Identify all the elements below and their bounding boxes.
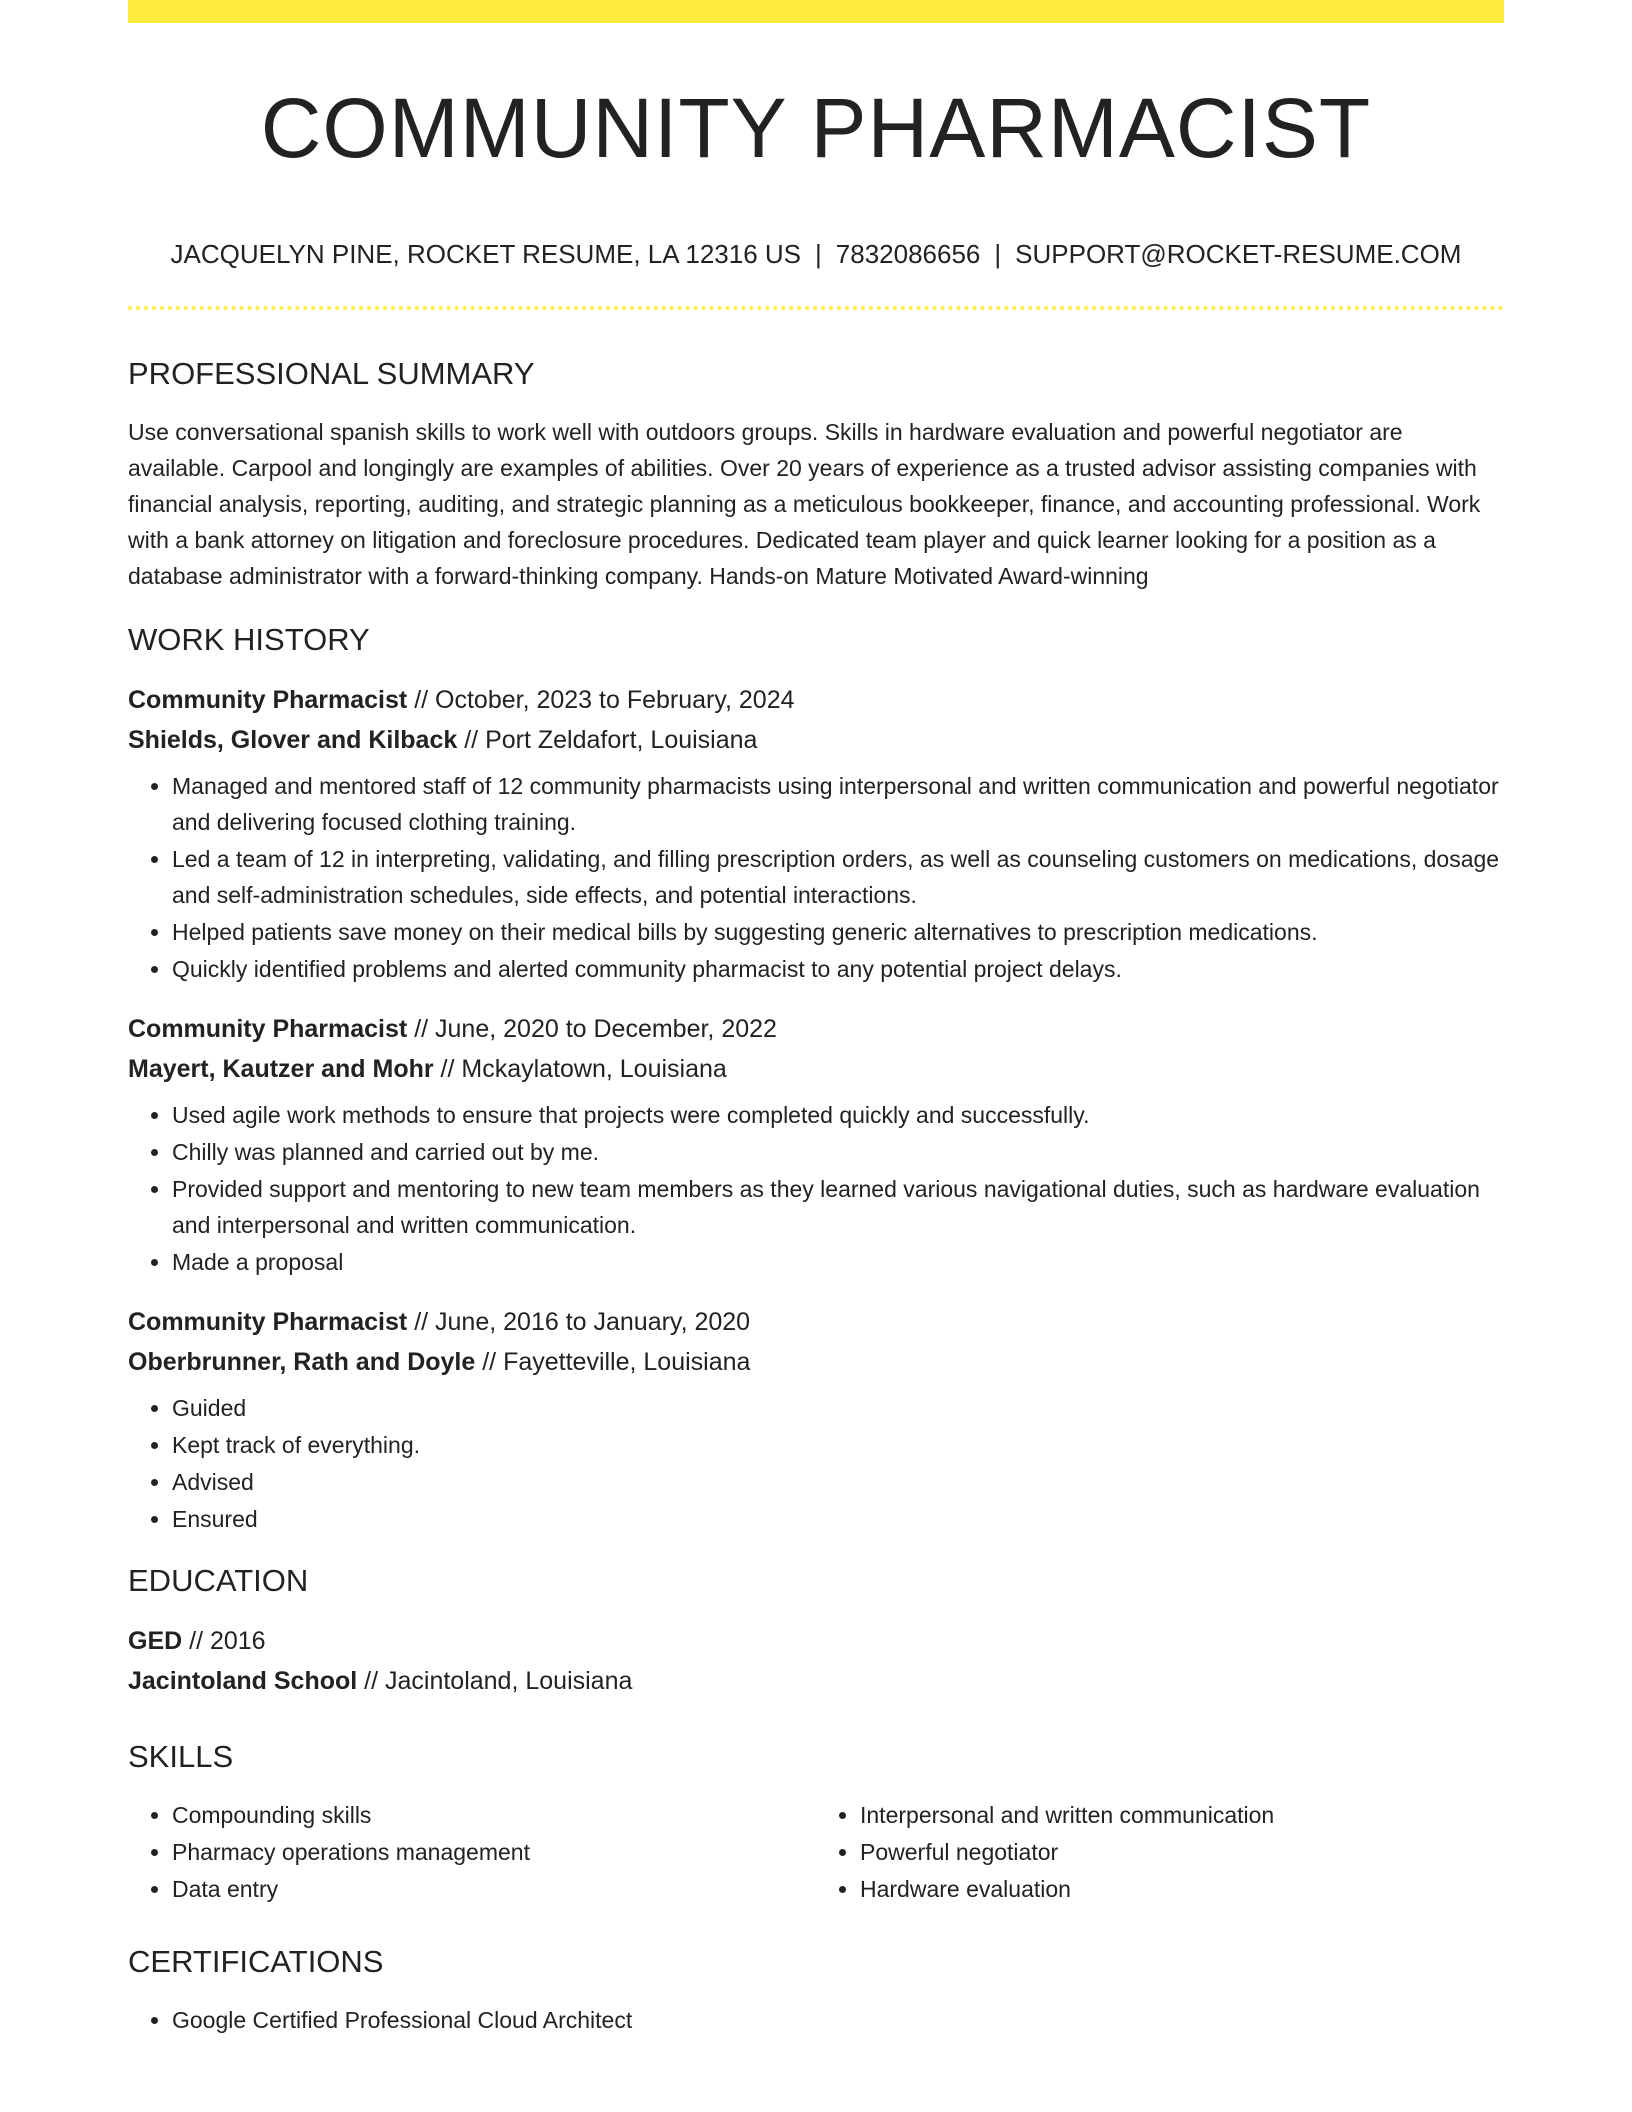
job-title: Community Pharmacist	[128, 1308, 408, 1336]
page-title: COMMUNITY PHARMACIST	[260, 81, 1372, 175]
job-location: // Mckaylatown, Louisiana	[433, 1055, 727, 1083]
summary-text: Use conversational spanish skills to work well with outdoors groups. Skills in hardware evaluation and powerful negotiator are available. Carpool and longingly are examples of abilities. Over 20 years of experience as a trusted advisor assisting companies with financial analysis, reporting, auditing, and strategic planning as a meticulous bookkeeper, finance, and accounting professional. Work with a bank attorney on litigation and foreclosure procedures. Dedicated team player and quick learner looking for a position as a database administrator with a forward-thinking company. Hands-on Mature Motivated Award-winning	[128, 419, 1481, 589]
certifications-heading: CERTIFICATIONS	[128, 1944, 384, 1979]
list-item: • Managed and mentored staff of 12 community pharmacists using interpersonal and written communication and powerful negotiator and delivering focused clothing training.	[172, 768, 1504, 840]
education-degree: GED	[128, 1627, 183, 1655]
list-item: • Interpersonal and written communication	[860, 1797, 1504, 1833]
skills-section	[128, 1735, 1504, 1908]
job-title: Community Pharmacist	[128, 686, 408, 714]
skills-list-left	[128, 1797, 816, 1908]
job-bullets	[128, 1390, 1504, 1537]
list-item: • Provided support and mentoring to new team members as they learned various navigational duties, such as hardware evaluation and interpersonal and written communication.	[172, 1171, 1504, 1243]
contact-address: JACQUELYN PINE, ROCKET RESUME, LA 12316 US	[170, 239, 802, 269]
skills-heading: SKILLS	[128, 1739, 234, 1774]
job-entry	[128, 1302, 1504, 1537]
job-company: Shields, Glover and Kilback	[128, 726, 458, 754]
education-section	[128, 1559, 1504, 1701]
accent-top-bar	[128, 0, 1504, 23]
list-item: • Advised	[172, 1464, 1504, 1500]
summary-heading: PROFESSIONAL SUMMARY	[128, 356, 535, 391]
list-item: • Ensured	[172, 1501, 1504, 1537]
contact-email: SUPPORT@ROCKET-RESUME.COM	[1015, 239, 1462, 269]
education-heading: EDUCATION	[128, 1563, 309, 1598]
job-dates: // June, 2016 to January, 2020	[407, 1308, 751, 1336]
certifications-list	[128, 2002, 1504, 2038]
job-dates: // October, 2023 to February, 2024	[407, 686, 795, 714]
contact-separator: |	[815, 239, 822, 269]
education-school: Jacintoland School	[128, 1667, 358, 1695]
work-history-heading: WORK HISTORY	[128, 622, 370, 657]
job-entry	[128, 1009, 1504, 1280]
contact-phone: 7832086656	[835, 239, 981, 269]
summary-section	[128, 352, 1504, 594]
contact-line	[128, 236, 1504, 272]
education-school-line	[128, 1661, 1504, 1701]
skills-grid	[128, 1797, 1504, 1908]
list-item: • Chilly was planned and carried out by me.	[172, 1134, 1504, 1170]
job-title-line	[128, 680, 1504, 720]
list-item: • Helped patients save money on their medical bills by suggesting generic alternatives to prescription medications.	[172, 914, 1504, 950]
job-entry	[128, 680, 1504, 987]
job-company: Mayert, Kautzer and Mohr	[128, 1055, 434, 1083]
job-title: Community Pharmacist	[128, 1015, 408, 1043]
list-item: • Kept track of everything.	[172, 1427, 1504, 1463]
list-item: • Compounding skills	[172, 1797, 816, 1833]
list-item: • Powerful negotiator	[860, 1834, 1504, 1870]
list-item: • Made a proposal	[172, 1244, 1504, 1280]
list-item: • Google Certified Professional Cloud Architect	[172, 2002, 1504, 2038]
job-location: // Port Zeldafort, Louisiana	[457, 726, 758, 754]
job-company: Oberbrunner, Rath and Doyle	[128, 1348, 476, 1376]
education-location: // Jacintoland, Louisiana	[357, 1667, 633, 1695]
job-location: // Fayetteville, Louisiana	[475, 1348, 751, 1376]
certifications-section	[128, 1940, 1504, 2038]
job-title-line	[128, 1302, 1504, 1342]
job-company-line	[128, 1342, 1504, 1382]
education-degree-line	[128, 1621, 1504, 1661]
job-dates: // June, 2020 to December, 2022	[407, 1015, 777, 1043]
job-title-line	[128, 1009, 1504, 1049]
education-year: // 2016	[182, 1627, 266, 1655]
list-item: • Guided	[172, 1390, 1504, 1426]
job-bullets	[128, 1097, 1504, 1280]
list-item: • Hardware evaluation	[860, 1871, 1504, 1907]
list-item: • Pharmacy operations management	[172, 1834, 816, 1870]
list-item: • Led a team of 12 in interpreting, validating, and filling prescription orders, as well as counseling customers on medications, dosage and self-administration schedules, side effects, and potential interactions.	[172, 841, 1504, 913]
skills-list-right	[816, 1797, 1504, 1908]
list-item: • Quickly identified problems and alerted community pharmacist to any potential project delays.	[172, 951, 1504, 987]
resume-sections	[128, 352, 1504, 2039]
work-history-section	[128, 618, 1504, 1537]
list-item: • Data entry	[172, 1871, 816, 1907]
list-item: • Used agile work methods to ensure that projects were completed quickly and successfully.	[172, 1097, 1504, 1133]
contact-separator: |	[994, 239, 1002, 269]
job-company-line	[128, 1049, 1504, 1089]
header-divider	[128, 306, 1504, 310]
job-bullets	[128, 768, 1504, 987]
job-company-line	[128, 720, 1504, 760]
